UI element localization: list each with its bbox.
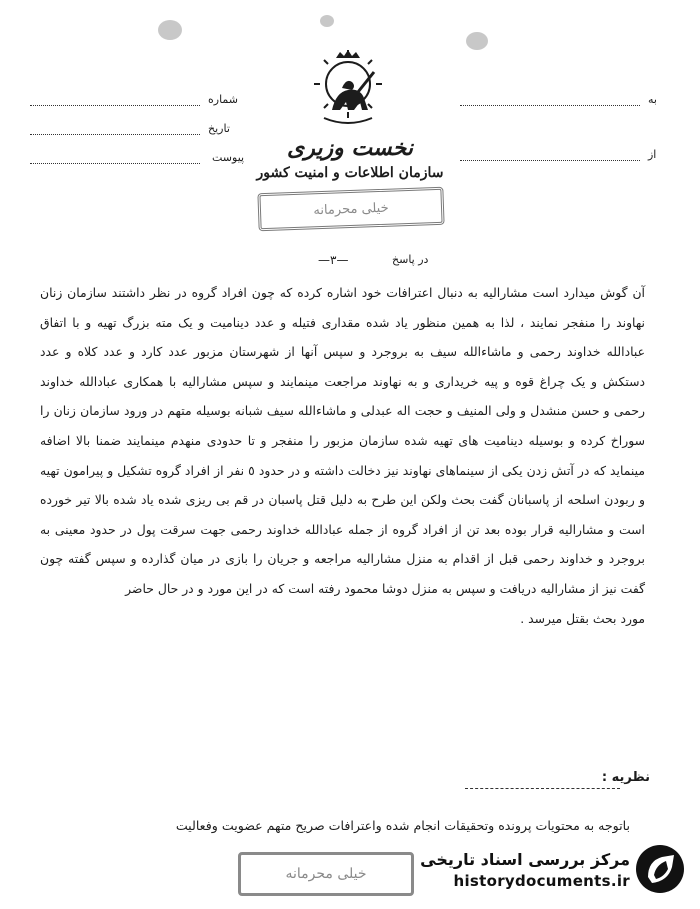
number-field-line	[30, 105, 200, 106]
lion-and-sun-emblem-icon	[302, 48, 394, 134]
archive-watermark	[420, 850, 630, 890]
watermark-url: historydocuments.ir	[453, 872, 630, 890]
report-closing-line: مورد بحث بقتل میرسد .	[520, 610, 645, 626]
scan-speck	[320, 15, 334, 27]
date-field-line	[30, 134, 200, 135]
reference-label: در پاسخ	[392, 253, 429, 266]
number-field-label: شماره	[208, 93, 239, 106]
page-number: —٣—	[318, 253, 349, 267]
watermark-title: مرکز بررسی اسناد تاریخی	[420, 850, 630, 869]
recipient-to-line	[460, 105, 640, 106]
opinion-underline	[465, 788, 620, 789]
classification-stamp: خیلی محرمانه	[257, 187, 444, 231]
organization-subtitle: سازمان اطلاعات و امنیت کشور	[256, 165, 444, 181]
attachment-field-label: پیوست	[212, 151, 245, 164]
scan-speck	[466, 32, 488, 50]
report-body	[40, 278, 645, 633]
opinion-heading: نظریه :	[601, 770, 650, 785]
attachment-field-line	[30, 163, 200, 164]
organization-name: نخست وزیری	[287, 135, 413, 161]
recipient-to-label: به	[648, 93, 657, 106]
bottom-classification-stamp: خیلی محرمانه	[238, 852, 414, 896]
archive-logo-icon	[634, 843, 686, 895]
recipient-from-line	[460, 160, 640, 161]
recipient-from-label: از	[648, 148, 657, 161]
report-paragraph: آن گوش میدارد است مشارالیه به دنبال اعترافات خود اشاره کرده که چون افراد گروه در نظر داشتند سازمان زنان نهاوند را منفجر نمایند ، لذا به همین منظور یاد شده مقداری فتیله و عدد دینامیت و یک مته بزرگ تهیه و با اتفاق عبادالله خداوند رحمی و ماشاءالله سیف به بروجرد و سپس آنها از شهرستان مزبور عدد کارد و عدد کلاه و عدد دستکش و یک چراغ قوه و پیه خریداری و به نهاوند مراجعت مینمایند و سپس مشارالیه با همکاری عبادالله خداوند رحمی و حسن منشدل و ولی المنیف و حجت اله عبدلی و ماشاءالله سیف شبانه بوسیله متهم در ورود سازمان زنان را سوراخ کرده و بوسیله دینامیت های تهیه شده سازمان مزبور را منفجر و تا حدودی منهدم مینمایند ضمنا بالا اضافه مینماید که در آتش زدن یکی از سینماهای نهاوند نیز دخالت داشته و در حدود ٥ نفر از افراد گروه تشکیل و پیرامون تهیه و ربودن اسلحه از پاسبانان گفت بحث ولکن این طرح به دلیل قتل پاسبان در قم بی ریزی شده یاد شده بالا تیر خورده است و مشارالیه قرار بوده بعد تن از افراد گروه از جمله عبادالله خداوند رحمی جهت سرقت پول در حدود معینی به بروجرد و خداوند رحمی قبل از اقدام به منزل مشارالیه مراجعه و جریان را بازی در میان گذارده و سپس گفته چون گفت نیز از مشارالیه دریافت و سپس به منزل دوشا محمود رفته است که در این مورد و در حال حاضر	[40, 285, 645, 596]
conclusion-text: باتوجه به محتویات پرونده وتحقیقات انجام شده واعترافات صریح متهم عضویت وفعالیت	[175, 818, 630, 833]
date-field-label: تاریخ	[208, 122, 230, 135]
scan-speck	[158, 20, 182, 40]
